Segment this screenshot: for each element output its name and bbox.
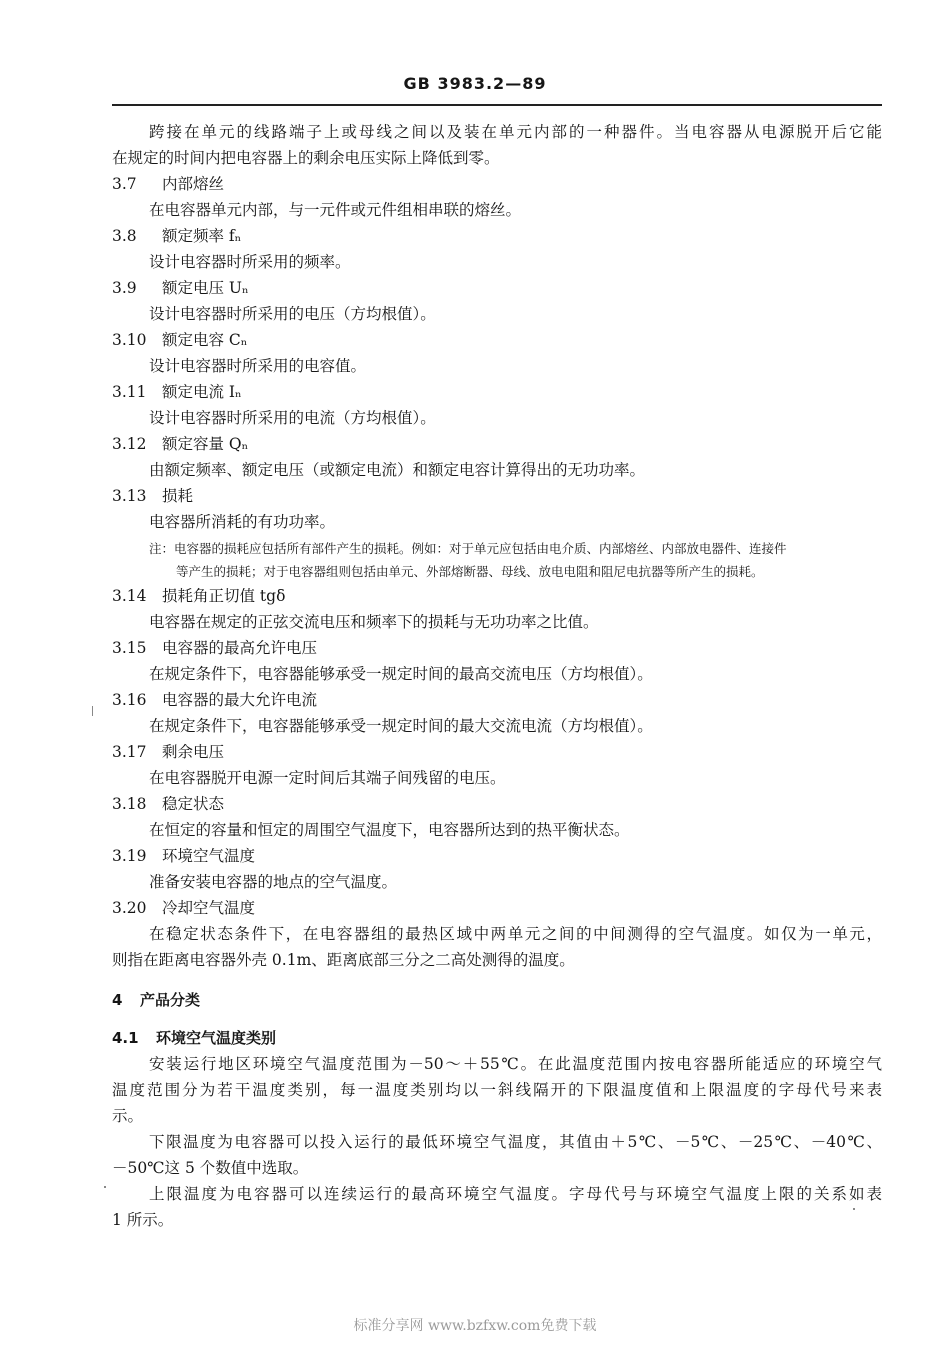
section-4-heading (112, 988, 200, 1012)
section-4-1-heading (112, 1026, 276, 1050)
scan-speck (104, 1186, 106, 1188)
section-number: 4.1 (112, 1029, 139, 1047)
para-2-line-2: －50℃这 5 个数值中选取。 (112, 1159, 309, 1177)
para-1-line-3: 示。 (112, 1107, 144, 1125)
clause-3-10 (112, 328, 248, 352)
clause-title: 损耗 (162, 487, 194, 505)
standard-code-header: GB 3983.2—89 (403, 74, 547, 93)
clause-3-7-definition: 在电容器单元内部，与一元件或元件组相串联的熔丝。 (149, 201, 522, 219)
para-1-line-1: 安装运行地区环境空气温度范围为－50～＋55℃。在此温度范围内按电容器所能适应的环境空气 (149, 1055, 882, 1073)
clause-3-18 (112, 792, 224, 816)
intro-line-2: 在规定的时间内把电容器上的剩余电压实际上降低到零。 (112, 149, 500, 167)
clause-3-18-definition: 在恒定的容量和恒定的周围空气温度下，电容器所达到的热平衡状态。 (149, 821, 630, 839)
clause-number: 3.11 (112, 383, 147, 401)
clause-3-16-definition: 在规定条件下，电容器能够承受一规定时间的最大交流电流（方均根值）。 (149, 717, 653, 735)
clause-3-14 (112, 584, 285, 608)
clause-title: 额定电容 Cₙ (162, 331, 248, 349)
clause-number: 3.9 (112, 279, 137, 297)
header-rule (112, 104, 882, 106)
clause-title: 环境空气温度 (162, 847, 256, 865)
scan-speck (853, 1208, 855, 1210)
clause-3-7 (112, 172, 224, 196)
clause-3-9 (112, 276, 249, 300)
clause-title: 电容器的最大允许电流 (162, 691, 318, 709)
clause-number: 3.12 (112, 435, 147, 453)
clause-title: 额定电压 Uₙ (162, 279, 249, 297)
clause-title: 损耗角正切值 tgδ (162, 587, 286, 605)
clause-title: 内部熔丝 (162, 175, 225, 193)
scan-speck (92, 706, 93, 716)
clause-title: 额定电流 Iₙ (162, 383, 242, 401)
clause-number: 3.7 (112, 175, 137, 193)
section-title: 环境空气温度类别 (156, 1029, 277, 1047)
clause-number: 3.19 (112, 847, 147, 865)
clause-title: 额定容量 Qₙ (162, 435, 249, 453)
clause-3-13-definition: 电容器所消耗的有功功率。 (149, 513, 336, 531)
clause-3-14-definition: 电容器在规定的正弦交流电压和频率下的损耗与无功功率之比值。 (149, 613, 599, 631)
intro-line-1: 跨接在单元的线路端子上或母线之间以及装在单元内部的一种器件。当电容器从电源脱开后它能 (149, 123, 882, 141)
note-line-2: 等产生的损耗；对于电容器组则包括由单元、外部熔断器、母线、放电电阻和阻尼电抗器等所产生的损耗。 (176, 564, 764, 579)
clause-3-12 (112, 432, 248, 456)
clause-number: 3.20 (112, 899, 147, 917)
clause-title: 电容器的最高允许电压 (162, 639, 318, 657)
clause-number: 3.16 (112, 691, 147, 709)
footer-watermark: 标准分享网 www.bzfxw.com免费下载 (353, 1318, 597, 1334)
clause-number: 3.10 (112, 331, 147, 349)
clause-3-11-definition: 设计电容器时所采用的电流（方均根值）。 (149, 409, 436, 427)
clause-3-8 (112, 224, 241, 248)
clause-number: 3.14 (112, 587, 147, 605)
para-3-line-2: 1 所示。 (112, 1211, 174, 1229)
clause-3-8-definition: 设计电容器时所采用的频率。 (149, 253, 351, 271)
clause-3-10-definition: 设计电容器时所采用的电容值。 (149, 357, 367, 375)
clause-number: 3.17 (112, 743, 147, 761)
clause-number: 3.8 (112, 227, 137, 245)
clause-3-11 (112, 380, 242, 404)
clause-number: 3.15 (112, 639, 147, 657)
clause-3-12-definition: 由额定频率、额定电压（或额定电流）和额定电容计算得出的无功功率。 (149, 461, 646, 479)
clause-3-15 (112, 636, 317, 660)
clause-title: 冷却空气温度 (162, 899, 256, 917)
section-number: 4 (112, 991, 123, 1009)
para-2-line-1: 下限温度为电容器可以投入运行的最低环境空气温度，其值由＋5℃、－5℃、－25℃、－40℃、 (149, 1133, 882, 1151)
section-title: 产品分类 (140, 991, 201, 1009)
clause-3-20-definition-line-2: 则指在距离电容器外壳 0.1m、距离底部三分之二高处测得的温度。 (112, 951, 575, 969)
clause-3-19-definition: 准备安装电容器的地点的空气温度。 (149, 873, 398, 891)
clause-3-15-definition: 在规定条件下，电容器能够承受一规定时间的最高交流电压（方均根值）。 (149, 665, 653, 683)
clause-title: 稳定状态 (162, 795, 225, 813)
clause-3-17-definition: 在电容器脱开电源一定时间后其端子间残留的电压。 (149, 769, 506, 787)
para-1-line-2: 温度范围分为若干温度类别，每一温度类别均以一斜线隔开的下限温度值和上限温度的字母代号来表 (112, 1081, 882, 1099)
clause-title: 剩余电压 (162, 743, 225, 761)
clause-3-20 (112, 896, 255, 920)
note-line-1: 注：电容器的损耗应包括所有部件产生的损耗。例如：对于单元应包括由电介质、内部熔丝、内部放电器件、连接件 (149, 541, 787, 556)
clause-title: 额定频率 fₙ (162, 227, 242, 245)
clause-3-16 (112, 688, 317, 712)
clause-3-20-definition-line-1: 在稳定状态条件下，在电容器组的最热区域中两单元之间的中间测得的空气温度。如仅为一单元， (149, 925, 882, 943)
para-3-line-1: 上限温度为电容器可以连续运行的最高环境空气温度。字母代号与环境空气温度上限的关系如表 (149, 1185, 882, 1203)
clause-number: 3.13 (112, 487, 147, 505)
clause-3-17 (112, 740, 224, 764)
clause-3-9-definition: 设计电容器时所采用的电压（方均根值）。 (149, 305, 436, 323)
clause-number: 3.18 (112, 795, 147, 813)
clause-3-13 (112, 484, 193, 508)
clause-3-19 (112, 844, 255, 868)
